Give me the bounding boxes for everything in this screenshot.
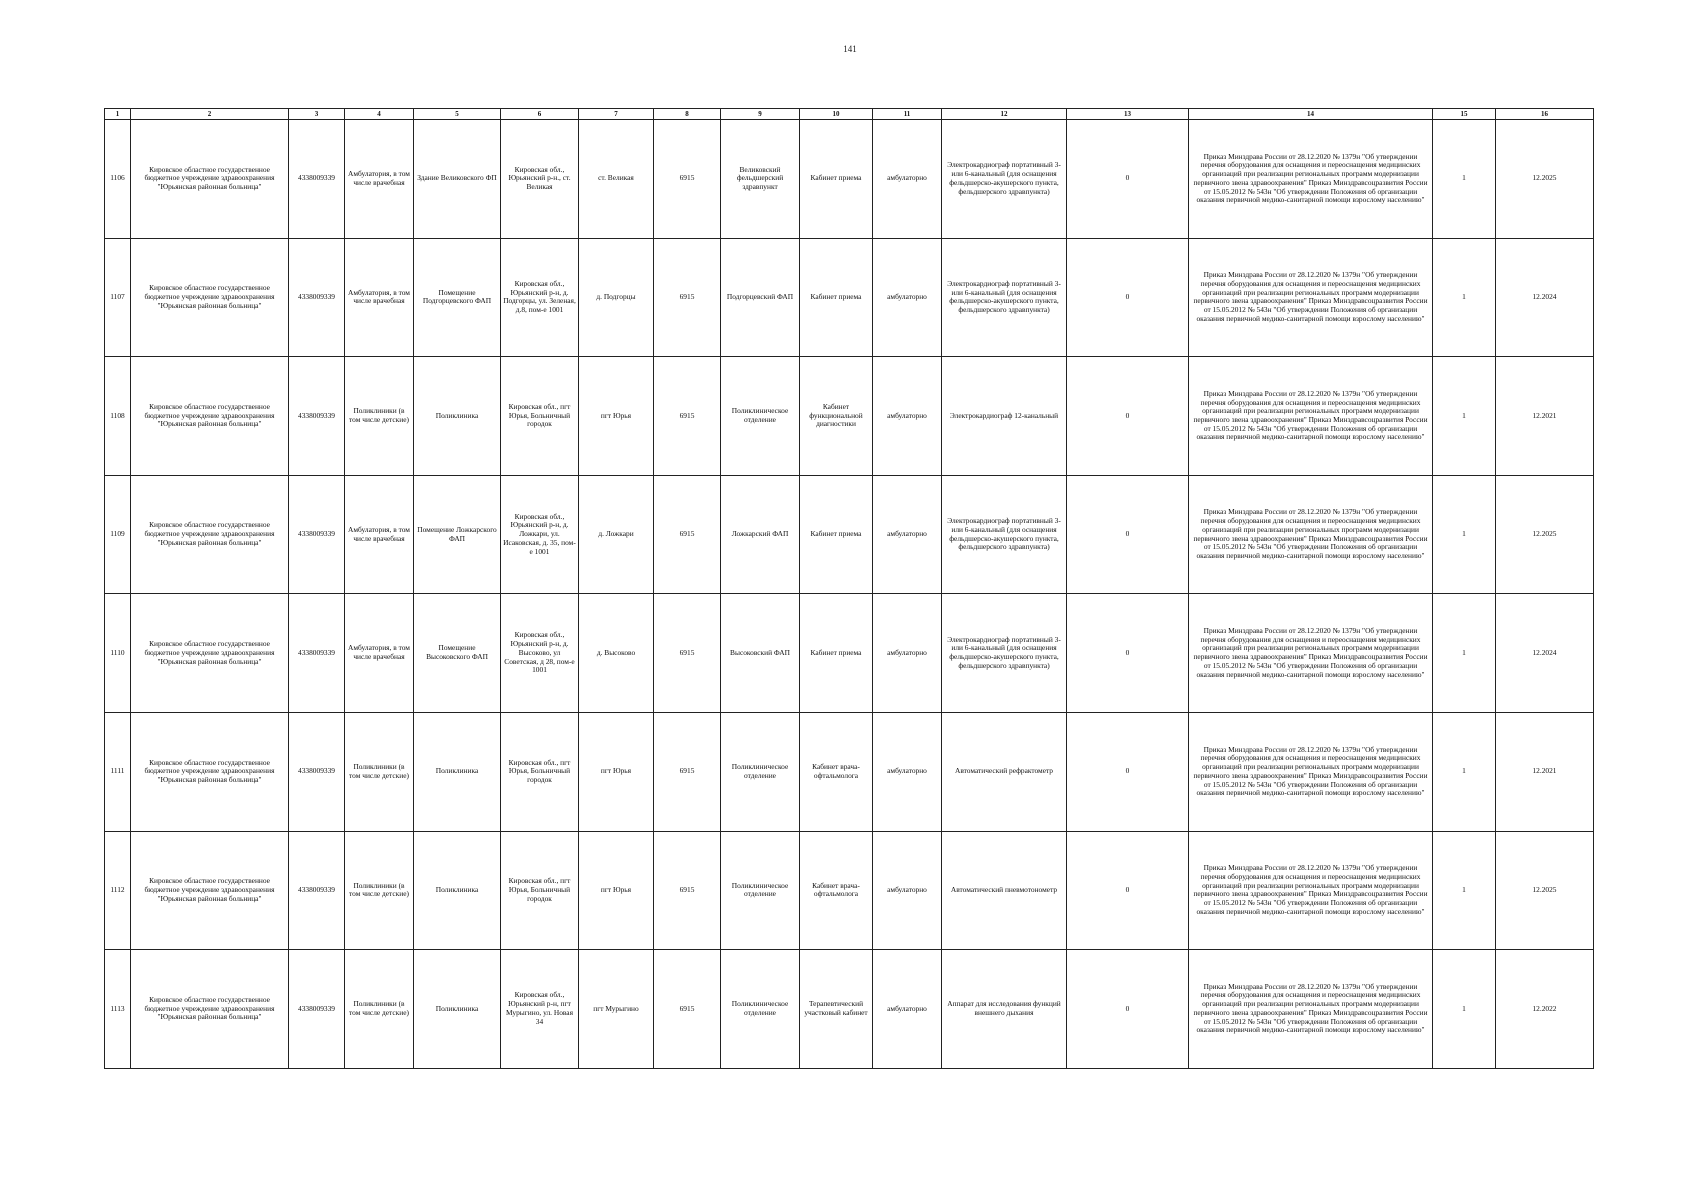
code-cell: 6915 — [654, 831, 721, 950]
legal-basis-cell: Приказ Минздрава России от 28.12.2020 № 1379н "Об утверждении перечня оборудования для оснащения и переоснащения медицинских организаций при реализации региональных программ модернизации первичного звена здравоохранения" Приказ Минздравсоцразвития России от 15.05.2012 № 543н "Об утверждении Положения об организации оказания первичной медико-санитарной помощи взрослому населению" — [1189, 238, 1433, 357]
equipment-cell: Аппарат для исследования функций внешнего дыхания — [942, 950, 1067, 1069]
facility-type-cell: Амбулатория, в том числе врачебная — [345, 238, 414, 357]
organization-cell: Кировское областное государственное бюджетное учреждение здравоохранения "Юрьянская районная больница" — [131, 950, 289, 1069]
equipment-cell: Автоматический рефрактометр — [942, 712, 1067, 831]
organization-cell: Кировское областное государственное бюджетное учреждение здравоохранения "Юрьянская районная больница" — [131, 357, 289, 476]
address-cell: Кировская обл., Юрьянский р-н, д. Подгорцы, ул. Зеленая, д.8, пом-е 1001 — [501, 238, 579, 357]
table-row — [105, 712, 1594, 831]
quantity-required-cell: 1 — [1433, 712, 1496, 831]
date-cell: 12.2021 — [1496, 712, 1594, 831]
address-cell: Кировская обл., пгт Юрья, Больничный городок — [501, 357, 579, 476]
building-cell: Здание Великовского ФП — [414, 120, 501, 239]
building-cell: Поликлиника — [414, 831, 501, 950]
care-form-cell: амбулаторно — [873, 950, 942, 1069]
table-row — [105, 950, 1594, 1069]
equipment-table — [104, 108, 1594, 1069]
column-number: 10 — [800, 109, 873, 120]
unit-cell: Ложкарский ФАП — [721, 475, 800, 594]
legal-basis-cell: Приказ Минздрава России от 28.12.2020 № 1379н "Об утверждении перечня оборудования для оснащения и переоснащения медицинских организаций при реализации региональных программ модернизации первичного звена здравоохранения" Приказ Минздравсоцразвития России от 15.05.2012 № 543н "Об утверждении Положения об организации оказания первичной медико-санитарной помощи взрослому населению" — [1189, 475, 1433, 594]
unit-cell: Поликлиническое отделение — [721, 712, 800, 831]
column-number: 14 — [1189, 109, 1433, 120]
column-number-row — [105, 109, 1594, 120]
care-form-cell: амбулаторно — [873, 831, 942, 950]
locality-cell: пгт Юрья — [579, 357, 654, 476]
care-form-cell: амбулаторно — [873, 475, 942, 594]
column-number: 12 — [942, 109, 1067, 120]
quantity-required-cell: 1 — [1433, 238, 1496, 357]
column-number: 7 — [579, 109, 654, 120]
table-row — [105, 831, 1594, 950]
code-cell: 6915 — [654, 475, 721, 594]
code-cell: 6915 — [654, 238, 721, 357]
code-cell: 6915 — [654, 357, 721, 476]
locality-cell: д. Подгорцы — [579, 238, 654, 357]
row-number-cell: 1108 — [105, 357, 131, 476]
equipment-cell: Автоматический пневмотонометр — [942, 831, 1067, 950]
unit-cell: Поликлиническое отделение — [721, 831, 800, 950]
inn-cell: 4338009339 — [289, 357, 345, 476]
column-number: 4 — [345, 109, 414, 120]
facility-type-cell: Поликлиники (в том числе детские) — [345, 831, 414, 950]
quantity-available-cell: 0 — [1067, 950, 1189, 1069]
unit-cell: Высоковский ФАП — [721, 594, 800, 713]
quantity-available-cell: 0 — [1067, 831, 1189, 950]
care-form-cell: амбулаторно — [873, 238, 942, 357]
row-number-cell: 1113 — [105, 950, 131, 1069]
inn-cell: 4338009339 — [289, 475, 345, 594]
facility-type-cell: Амбулатория, в том числе врачебная — [345, 594, 414, 713]
page-number: 141 — [843, 44, 857, 54]
quantity-available-cell: 0 — [1067, 475, 1189, 594]
column-number: 15 — [1433, 109, 1496, 120]
organization-cell: Кировское областное государственное бюджетное учреждение здравоохранения "Юрьянская районная больница" — [131, 594, 289, 713]
inn-cell: 4338009339 — [289, 831, 345, 950]
facility-type-cell: Амбулатория, в том числе врачебная — [345, 120, 414, 239]
room-cell: Кабинет приема — [800, 238, 873, 357]
organization-cell: Кировское областное государственное бюджетное учреждение здравоохранения "Юрьянская районная больница" — [131, 831, 289, 950]
address-cell: Кировская обл., пгт Юрья, Больничный городок — [501, 712, 579, 831]
care-form-cell: амбулаторно — [873, 357, 942, 476]
organization-cell: Кировское областное государственное бюджетное учреждение здравоохранения "Юрьянская районная больница" — [131, 120, 289, 239]
date-cell: 12.2025 — [1496, 475, 1594, 594]
table-row — [105, 120, 1594, 239]
inn-cell: 4338009339 — [289, 950, 345, 1069]
organization-cell: Кировское областное государственное бюджетное учреждение здравоохранения "Юрьянская районная больница" — [131, 712, 289, 831]
equipment-cell: Электрокардиограф портативный 3- или 6-канальный (для оснащения фельдшерско-акушерского пункта, фельдшерского здравпункта) — [942, 238, 1067, 357]
legal-basis-cell: Приказ Минздрава России от 28.12.2020 № 1379н "Об утверждении перечня оборудования для оснащения и переоснащения медицинских организаций при реализации региональных программ модернизации первичного звена здравоохранения" Приказ Минздравсоцразвития России от 15.05.2012 № 543н "Об утверждении Положения об организации оказания первичной медико-санитарной помощи взрослому населению" — [1189, 831, 1433, 950]
room-cell: Кабинет врача-офтальмолога — [800, 712, 873, 831]
care-form-cell: амбулаторно — [873, 594, 942, 713]
quantity-required-cell: 1 — [1433, 594, 1496, 713]
quantity-required-cell: 1 — [1433, 475, 1496, 594]
locality-cell: д. Высоково — [579, 594, 654, 713]
column-number: 11 — [873, 109, 942, 120]
building-cell: Поликлиника — [414, 357, 501, 476]
quantity-required-cell: 1 — [1433, 831, 1496, 950]
row-number-cell: 1111 — [105, 712, 131, 831]
row-number-cell: 1110 — [105, 594, 131, 713]
code-cell: 6915 — [654, 712, 721, 831]
table-row — [105, 594, 1594, 713]
address-cell: Кировская обл., пгт Юрья, Больничный городок — [501, 831, 579, 950]
table-body — [105, 120, 1594, 1069]
locality-cell: пгт Юрья — [579, 712, 654, 831]
column-number: 2 — [131, 109, 289, 120]
quantity-required-cell: 1 — [1433, 950, 1496, 1069]
column-number: 6 — [501, 109, 579, 120]
organization-cell: Кировское областное государственное бюджетное учреждение здравоохранения "Юрьянская районная больница" — [131, 238, 289, 357]
building-cell: Помещение Ложкарского ФАП — [414, 475, 501, 594]
table-row — [105, 238, 1594, 357]
date-cell: 12.2025 — [1496, 831, 1594, 950]
date-cell: 12.2025 — [1496, 120, 1594, 239]
date-cell: 12.2021 — [1496, 357, 1594, 476]
table-row — [105, 357, 1594, 476]
room-cell: Кабинет приема — [800, 120, 873, 239]
quantity-available-cell: 0 — [1067, 120, 1189, 239]
code-cell: 6915 — [654, 950, 721, 1069]
row-number-cell: 1106 — [105, 120, 131, 239]
inn-cell: 4338009339 — [289, 712, 345, 831]
unit-cell: Великовский фельдшерский здравпункт — [721, 120, 800, 239]
quantity-required-cell: 1 — [1433, 357, 1496, 476]
legal-basis-cell: Приказ Минздрава России от 28.12.2020 № 1379н "Об утверждении перечня оборудования для оснащения и переоснащения медицинских организаций при реализации региональных программ модернизации первичного звена здравоохранения" Приказ Минздравсоцразвития России от 15.05.2012 № 543н "Об утверждении Положения об организации оказания первичной медико-санитарной помощи взрослому населению" — [1189, 120, 1433, 239]
row-number-cell: 1112 — [105, 831, 131, 950]
room-cell: Кабинет приема — [800, 594, 873, 713]
room-cell: Кабинет функциональной диагностики — [800, 357, 873, 476]
room-cell: Кабинет врача-офтальмолога — [800, 831, 873, 950]
equipment-cell: Электрокардиограф портативный 3- или 6-канальный (для оснащения фельдшерско-акушерского пункта, фельдшерского здравпункта) — [942, 594, 1067, 713]
building-cell: Помещение Высоковского ФАП — [414, 594, 501, 713]
column-number: 13 — [1067, 109, 1189, 120]
legal-basis-cell: Приказ Минздрава России от 28.12.2020 № 1379н "Об утверждении перечня оборудования для оснащения и переоснащения медицинских организаций при реализации региональных программ модернизации первичного звена здравоохранения" Приказ Минздравсоцразвития России от 15.05.2012 № 543н "Об утверждении Положения об организации оказания первичной медико-санитарной помощи взрослому населению" — [1189, 712, 1433, 831]
column-number: 3 — [289, 109, 345, 120]
legal-basis-cell: Приказ Минздрава России от 28.12.2020 № 1379н "Об утверждении перечня оборудования для оснащения и переоснащения медицинских организаций при реализации региональных программ модернизации первичного звена здравоохранения" Приказ Минздравсоцразвития России от 15.05.2012 № 543н "Об утверждении Положения об организации оказания первичной медико-санитарной помощи взрослому населению" — [1189, 357, 1433, 476]
address-cell: Кировская обл., Юрьянский р-н, д. Высоково, ул Советская, д 28, пом-е 1001 — [501, 594, 579, 713]
inn-cell: 4338009339 — [289, 120, 345, 239]
column-number: 9 — [721, 109, 800, 120]
equipment-cell: Электрокардиограф портативный 3- или 6-канальный (для оснащения фельдшерско-акушерского пункта, фельдшерского здравпункта) — [942, 120, 1067, 239]
equipment-cell: Электрокардиограф портативный 3- или 6-канальный (для оснащения фельдшерско-акушерского пункта, фельдшерского здравпункта) — [942, 475, 1067, 594]
unit-cell: Поликлиническое отделение — [721, 357, 800, 476]
facility-type-cell: Поликлиники (в том числе детские) — [345, 712, 414, 831]
column-number: 1 — [105, 109, 131, 120]
room-cell: Терапевтический участковый кабинет — [800, 950, 873, 1069]
date-cell: 12.2024 — [1496, 238, 1594, 357]
building-cell: Поликлиника — [414, 712, 501, 831]
address-cell: Кировская обл., Юрьянский р-н, пгт Мурыгино, ул. Новая 34 — [501, 950, 579, 1069]
unit-cell: Поликлиническое отделение — [721, 950, 800, 1069]
quantity-available-cell: 0 — [1067, 238, 1189, 357]
address-cell: Кировская обл., Юрьянский р-н, д. Ложкари, ул. Исаковская, д. 35, пом-е 1001 — [501, 475, 579, 594]
locality-cell: пгт Мурыгино — [579, 950, 654, 1069]
locality-cell: ст. Великая — [579, 120, 654, 239]
quantity-available-cell: 0 — [1067, 357, 1189, 476]
inn-cell: 4338009339 — [289, 238, 345, 357]
equipment-cell: Электрокардиограф 12-канальный — [942, 357, 1067, 476]
row-number-cell: 1109 — [105, 475, 131, 594]
organization-cell: Кировское областное государственное бюджетное учреждение здравоохранения "Юрьянская районная больница" — [131, 475, 289, 594]
address-cell: Кировская обл., Юрьянский р-н., ст. Великая — [501, 120, 579, 239]
quantity-required-cell: 1 — [1433, 120, 1496, 239]
facility-type-cell: Поликлиники (в том числе детские) — [345, 357, 414, 476]
inn-cell: 4338009339 — [289, 594, 345, 713]
column-number: 5 — [414, 109, 501, 120]
facility-type-cell: Амбулатория, в том числе врачебная — [345, 475, 414, 594]
quantity-available-cell: 0 — [1067, 594, 1189, 713]
locality-cell: пгт Юрья — [579, 831, 654, 950]
facility-type-cell: Поликлиники (в том числе детские) — [345, 950, 414, 1069]
legal-basis-cell: Приказ Минздрава России от 28.12.2020 № 1379н "Об утверждении перечня оборудования для оснащения и переоснащения медицинских организаций при реализации региональных программ модернизации первичного звена здравоохранения" Приказ Минздравсоцразвития России от 15.05.2012 № 543н "Об утверждении Положения об организации оказания первичной медико-санитарной помощи взрослому населению" — [1189, 594, 1433, 713]
care-form-cell: амбулаторно — [873, 120, 942, 239]
date-cell: 12.2024 — [1496, 594, 1594, 713]
building-cell: Поликлиника — [414, 950, 501, 1069]
care-form-cell: амбулаторно — [873, 712, 942, 831]
quantity-available-cell: 0 — [1067, 712, 1189, 831]
column-number: 8 — [654, 109, 721, 120]
table-row — [105, 475, 1594, 594]
building-cell: Помещение Подгорцевского ФАП — [414, 238, 501, 357]
column-number: 16 — [1496, 109, 1594, 120]
legal-basis-cell: Приказ Минздрава России от 28.12.2020 № 1379н "Об утверждении перечня оборудования для оснащения и переоснащения медицинских организаций при реализации региональных программ модернизации первичного звена здравоохранения" Приказ Минздравсоцразвития России от 15.05.2012 № 543н "Об утверждении Положения об организации оказания первичной медико-санитарной помощи взрослому населению" — [1189, 950, 1433, 1069]
code-cell: 6915 — [654, 594, 721, 713]
date-cell: 12.2022 — [1496, 950, 1594, 1069]
locality-cell: д. Ложкари — [579, 475, 654, 594]
unit-cell: Подгорцевский ФАП — [721, 238, 800, 357]
room-cell: Кабинет приема — [800, 475, 873, 594]
code-cell: 6915 — [654, 120, 721, 239]
row-number-cell: 1107 — [105, 238, 131, 357]
